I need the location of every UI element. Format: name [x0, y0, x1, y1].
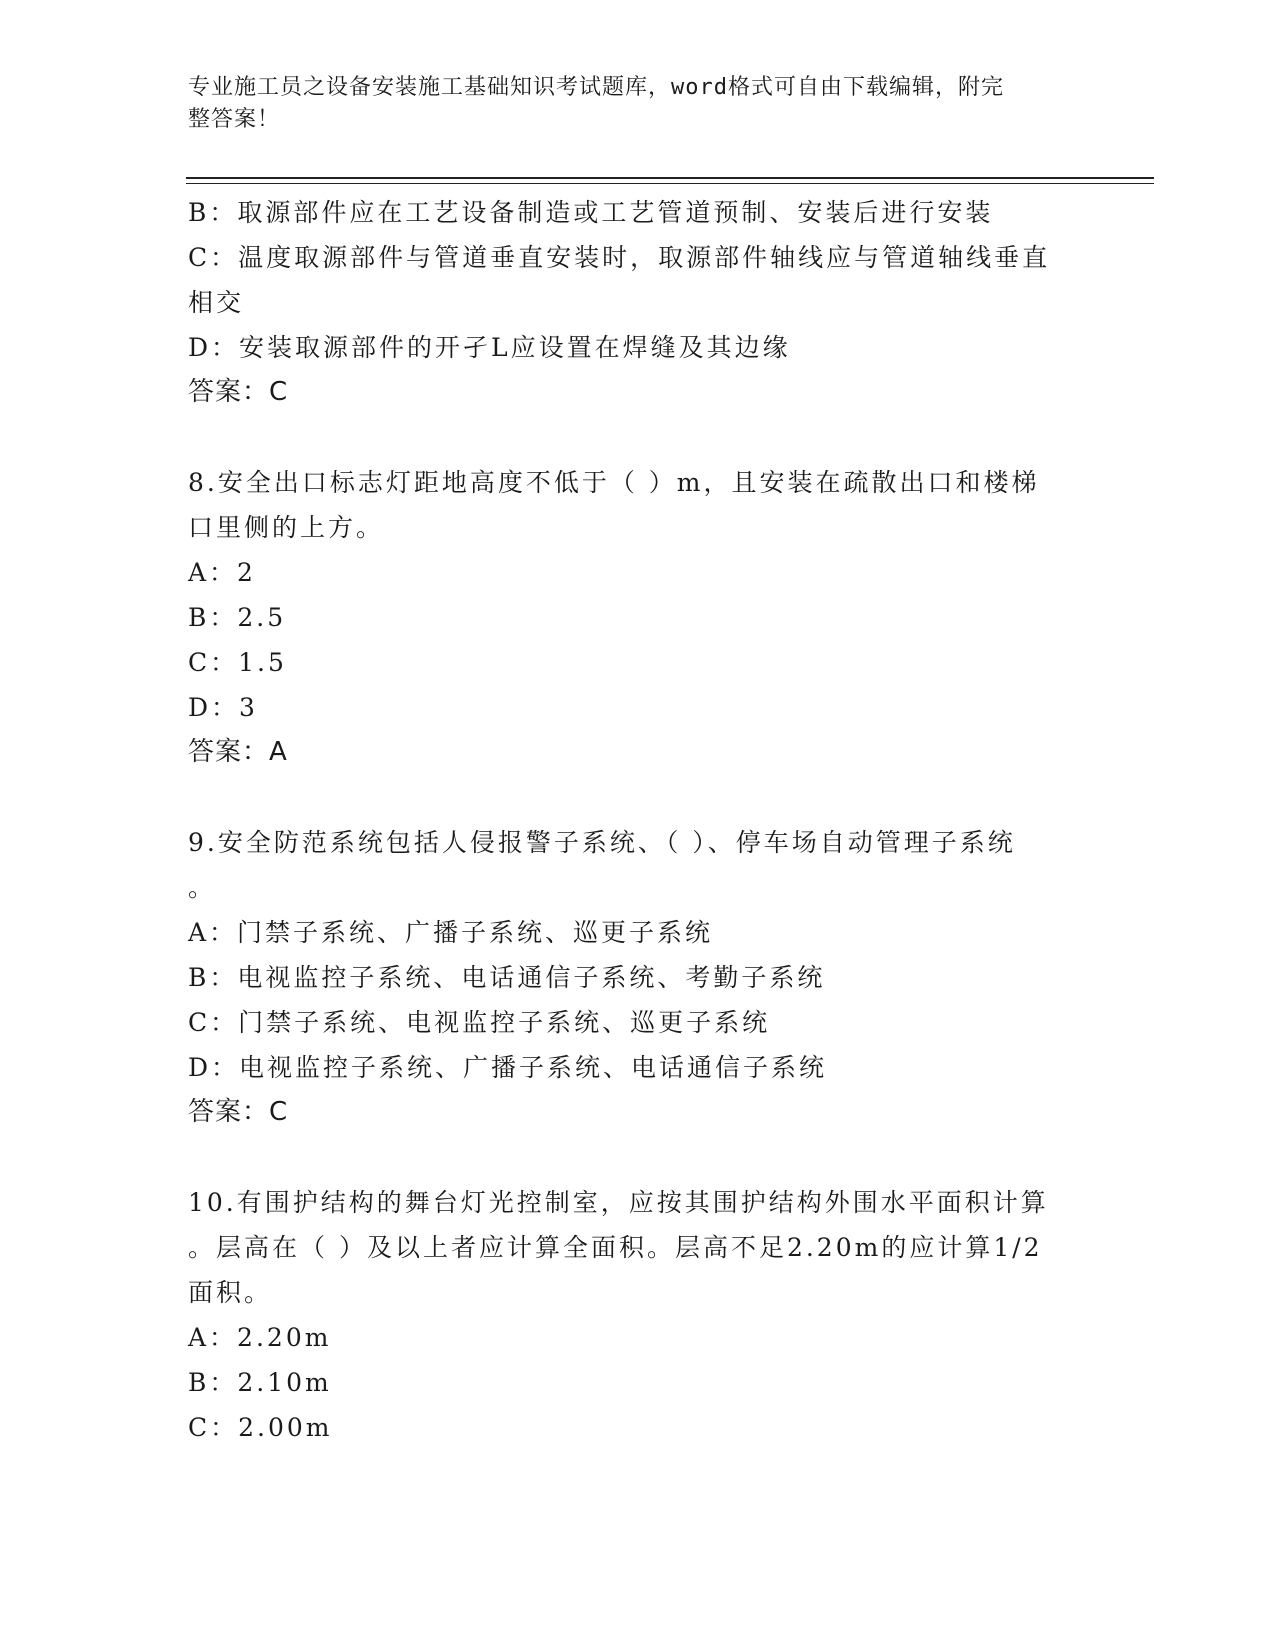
option-b: B：2.10m	[188, 1368, 332, 1397]
option-d: D：3	[188, 693, 258, 722]
option-c: C：2.00m	[188, 1413, 333, 1442]
question-stem-continued: 。	[188, 873, 217, 902]
option-b: B：2.5	[188, 603, 287, 632]
question-8	[188, 460, 1068, 775]
question-stem-continued: 。层高在（ ）及以上者应计算全面积。层高不足2.20m的应计算1/2	[188, 1233, 1043, 1262]
question-stem-continued: 面积。	[188, 1278, 273, 1307]
answer-label: 答案：A	[188, 737, 288, 767]
question-stem-continued: 口里侧的上方。	[188, 513, 385, 542]
answer-label: 答案：C	[188, 377, 289, 407]
option-a: A：2	[188, 558, 256, 587]
answer-label: 答案：C	[188, 1097, 289, 1127]
question-7-continued	[188, 190, 1068, 415]
spacer	[188, 775, 1068, 820]
page-header	[188, 72, 1068, 136]
option-c: C：温度取源部件与管道垂直安装时，取源部件轴线应与管道轴线垂直	[188, 243, 1051, 272]
spacer	[188, 1135, 1068, 1180]
option-d: D：电视监控子系统、广播子系统、电话通信子系统	[188, 1053, 828, 1082]
option-d: D：安装取源部件的开孑L应设置在焊缝及其边缘	[188, 333, 791, 362]
question-stem: 10.有围护结构的舞台灯光控制室，应按其围护结构外围水平面积计算	[188, 1188, 1049, 1217]
header-title-line-1: 专业施工员之设备安装施工基础知识考试题库，word格式可自由下载编辑，附完	[188, 75, 1004, 100]
header-divider-thin	[186, 183, 1154, 184]
option-a: A：2.20m	[188, 1323, 332, 1352]
header-title-line-2: 整答案！	[188, 107, 281, 132]
option-a: A：门禁子系统、广播子系统、巡更子系统	[188, 918, 714, 947]
option-c-continued: 相交	[188, 288, 245, 317]
option-c: C：门禁子系统、电视监控子系统、巡更子系统	[188, 1008, 771, 1037]
option-b: B：取源部件应在工艺设备制造或工艺管道预制、安装后进行安装	[188, 198, 994, 227]
option-c: C：1.5	[188, 648, 287, 677]
question-stem: 9.安全防范系统包括人侵报警子系统、（ ）、停车场自动管理子系统	[188, 828, 1016, 857]
option-b: B：电视监控子系统、电话通信子系统、考勤子系统	[188, 963, 826, 992]
header-divider-thick	[186, 177, 1154, 179]
document-body	[188, 190, 1068, 1450]
question-10	[188, 1180, 1068, 1450]
spacer	[188, 415, 1068, 460]
question-9	[188, 820, 1068, 1135]
question-stem: 8.安全出口标志灯距地高度不低于（ ）m，且安装在疏散出口和楼梯	[188, 468, 1040, 497]
